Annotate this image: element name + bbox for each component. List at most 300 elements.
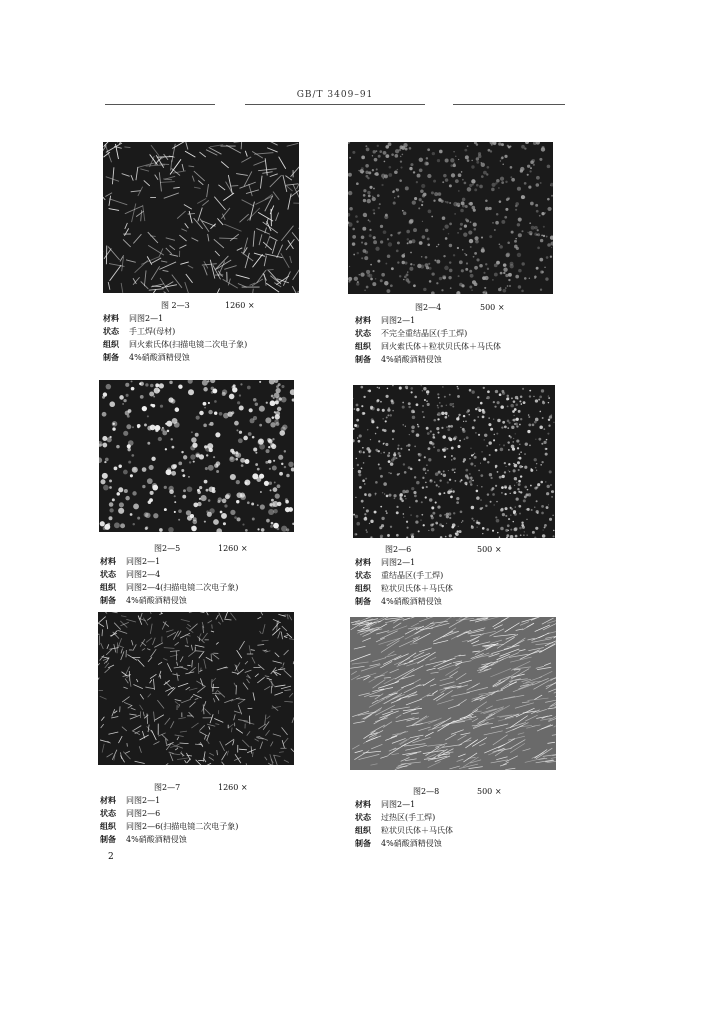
texture-mark <box>467 684 479 690</box>
texture-mark <box>463 458 466 461</box>
texture-mark <box>456 291 460 294</box>
texture-mark <box>417 652 435 663</box>
texture-mark <box>412 533 414 535</box>
texture-mark <box>406 490 409 493</box>
texture-mark <box>274 755 278 765</box>
micrograph-texture <box>350 617 556 770</box>
texture-mark <box>234 421 239 426</box>
texture-mark <box>257 504 259 506</box>
texture-mark <box>545 481 547 483</box>
texture-mark <box>216 465 218 467</box>
texture-mark <box>496 213 499 216</box>
texture-mark <box>464 225 467 228</box>
texture-mark <box>431 216 433 218</box>
texture-mark <box>256 228 270 234</box>
texture-mark <box>399 275 401 277</box>
texture-mark <box>383 151 387 155</box>
texture-mark <box>495 485 497 487</box>
texture-mark <box>364 242 367 245</box>
texture-mark <box>421 501 423 503</box>
texture-mark <box>410 514 411 515</box>
texture-mark <box>393 494 396 497</box>
texture-mark <box>170 254 178 256</box>
texture-mark <box>540 270 543 273</box>
texture-mark <box>488 149 491 152</box>
texture-mark <box>440 677 453 681</box>
texture-mark <box>507 241 510 244</box>
texture-mark <box>482 412 483 413</box>
texture-mark <box>186 274 193 283</box>
texture-mark <box>354 646 366 649</box>
texture-mark <box>123 399 126 402</box>
texture-mark <box>476 490 479 493</box>
texture-mark <box>507 285 509 287</box>
texture-mark <box>213 456 215 458</box>
texture-mark <box>392 385 393 386</box>
texture-mark <box>461 522 462 523</box>
texture-mark <box>430 480 431 481</box>
texture-mark <box>427 148 430 151</box>
texture-mark <box>434 192 438 196</box>
texture-mark <box>415 500 418 503</box>
texture-mark <box>365 164 369 168</box>
texture-mark <box>518 285 521 288</box>
texture-mark <box>380 279 383 282</box>
texture-mark <box>175 735 184 737</box>
texture-mark <box>378 617 396 622</box>
texture-mark <box>140 395 144 399</box>
texture-mark <box>421 514 423 516</box>
texture-mark <box>472 651 479 652</box>
texture-mark <box>548 397 550 399</box>
texture-mark <box>504 216 507 219</box>
texture-mark <box>457 232 458 233</box>
texture-mark <box>410 643 418 644</box>
texture-mark <box>192 176 194 182</box>
texture-mark <box>218 497 222 501</box>
texture-mark <box>102 629 103 636</box>
texture-mark <box>535 750 548 759</box>
texture-mark <box>290 256 292 263</box>
texture-mark <box>442 386 443 387</box>
texture-mark <box>380 506 382 508</box>
texture-mark <box>398 445 400 447</box>
texture-mark <box>236 275 250 279</box>
texture-mark <box>423 288 426 291</box>
texture-mark <box>430 514 433 517</box>
texture-mark <box>403 463 405 465</box>
texture-mark <box>363 199 366 202</box>
texture-mark <box>458 735 467 740</box>
texture-mark <box>369 220 371 222</box>
caption-row: 状态 手工焊(母材) <box>103 326 176 336</box>
texture-mark <box>458 416 460 418</box>
texture-mark <box>427 174 431 178</box>
texture-mark <box>186 142 188 150</box>
texture-mark <box>434 259 436 261</box>
texture-mark <box>442 720 461 726</box>
texture-mark <box>384 215 388 219</box>
texture-mark <box>358 440 361 443</box>
texture-mark <box>381 174 385 178</box>
texture-mark <box>196 681 205 687</box>
texture-mark <box>223 193 234 201</box>
texture-mark <box>401 254 405 258</box>
texture-mark <box>389 166 392 169</box>
texture-mark <box>456 417 459 420</box>
texture-mark <box>99 441 103 447</box>
texture-mark <box>151 730 156 740</box>
texture-mark <box>364 256 368 260</box>
texture-mark <box>487 166 490 169</box>
texture-mark <box>103 186 105 200</box>
texture-mark <box>510 535 514 538</box>
texture-mark <box>469 184 472 187</box>
texture-mark <box>219 613 223 622</box>
texture-mark <box>257 528 259 530</box>
texture-mark <box>130 715 140 719</box>
texture-mark <box>437 505 440 508</box>
texture-mark <box>410 252 412 254</box>
texture-mark <box>246 763 247 765</box>
texture-mark <box>230 613 236 620</box>
texture-mark <box>446 201 448 203</box>
texture-mark <box>501 617 521 621</box>
texture-mark <box>250 418 255 423</box>
texture-mark <box>378 207 380 209</box>
texture-mark <box>510 657 531 662</box>
texture-mark <box>133 468 136 471</box>
texture-mark <box>441 289 443 291</box>
texture-mark <box>386 495 389 498</box>
texture-mark <box>431 506 434 509</box>
texture-mark <box>426 427 429 430</box>
texture-mark <box>249 184 253 196</box>
texture-mark <box>462 198 466 202</box>
texture-mark <box>511 508 513 510</box>
texture-mark <box>508 146 511 149</box>
texture-mark <box>494 406 496 408</box>
texture-mark <box>376 168 378 170</box>
texture-mark <box>253 254 263 267</box>
texture-mark <box>288 507 293 512</box>
texture-mark <box>409 167 412 170</box>
texture-mark <box>536 666 544 668</box>
texture-mark <box>206 150 217 156</box>
texture-mark <box>445 201 447 203</box>
texture-mark <box>109 502 114 507</box>
texture-mark <box>409 507 410 508</box>
texture-mark <box>378 155 381 158</box>
texture-mark <box>527 535 528 536</box>
texture-mark <box>175 748 178 750</box>
texture-mark <box>376 427 378 429</box>
texture-mark <box>181 451 183 453</box>
texture-mark <box>528 414 530 416</box>
texture-mark <box>169 246 174 250</box>
texture-mark <box>191 526 197 532</box>
texture-mark <box>492 530 494 532</box>
caption-row: 状态 同图2—4 <box>100 569 161 579</box>
texture-mark <box>233 740 234 745</box>
texture-mark <box>109 401 115 407</box>
texture-mark <box>255 739 259 741</box>
texture-mark <box>522 196 525 199</box>
texture-mark <box>529 445 531 447</box>
texture-mark <box>479 264 483 268</box>
texture-mark <box>540 182 542 184</box>
texture-mark <box>249 645 251 654</box>
texture-mark <box>540 239 543 242</box>
texture-mark <box>361 405 363 407</box>
texture-mark <box>381 517 384 520</box>
texture-mark <box>474 456 477 459</box>
texture-mark <box>270 174 278 177</box>
texture-mark <box>423 524 425 526</box>
texture-mark <box>452 468 455 471</box>
texture-mark <box>173 631 178 640</box>
texture-mark <box>106 649 112 655</box>
texture-mark <box>148 657 152 662</box>
texture-mark <box>282 626 287 631</box>
texture-mark <box>390 234 392 236</box>
texture-mark <box>108 247 119 260</box>
texture-mark <box>407 238 409 240</box>
texture-mark <box>159 528 163 532</box>
texture-mark <box>209 487 215 493</box>
texture-mark <box>516 425 518 427</box>
texture-mark <box>470 448 471 449</box>
texture-mark <box>549 518 552 521</box>
texture-mark <box>445 158 449 162</box>
texture-mark <box>509 285 511 287</box>
texture-mark <box>543 235 545 237</box>
texture-mark <box>395 672 412 683</box>
texture-mark <box>247 501 250 504</box>
texture-mark <box>436 427 439 430</box>
texture-mark <box>391 707 410 710</box>
texture-mark <box>208 402 210 404</box>
texture-mark <box>180 743 189 744</box>
texture-mark <box>352 228 355 231</box>
texture-mark <box>405 148 408 151</box>
texture-mark <box>402 402 404 404</box>
texture-mark <box>507 420 510 423</box>
texture-mark <box>199 732 207 736</box>
texture-mark <box>289 615 292 620</box>
texture-mark <box>499 243 501 245</box>
texture-mark <box>140 169 149 171</box>
texture-mark <box>373 209 376 212</box>
texture-mark <box>530 167 532 169</box>
texture-mark <box>419 198 422 201</box>
texture-mark <box>471 518 473 520</box>
texture-mark <box>441 473 443 475</box>
texture-mark <box>553 422 554 423</box>
texture-mark <box>512 410 515 413</box>
texture-mark <box>486 528 489 531</box>
texture-mark <box>405 386 408 389</box>
texture-mark <box>104 661 106 663</box>
texture-mark <box>189 702 195 708</box>
texture-mark <box>273 661 282 663</box>
texture-mark <box>387 626 407 633</box>
texture-mark <box>186 510 191 515</box>
texture-mark <box>458 754 465 757</box>
texture-mark <box>392 438 394 440</box>
texture-mark <box>479 743 485 746</box>
texture-mark <box>243 436 248 441</box>
texture-mark <box>520 622 529 626</box>
texture-mark <box>439 514 442 517</box>
texture-mark <box>277 407 282 412</box>
texture-mark <box>496 696 515 700</box>
texture-mark <box>403 211 407 215</box>
texture-mark <box>491 477 493 479</box>
texture-mark <box>353 468 354 469</box>
texture-mark <box>101 643 104 649</box>
texture-mark <box>198 180 203 184</box>
texture-mark <box>369 229 371 231</box>
texture-mark <box>356 458 357 459</box>
texture-mark <box>445 237 448 240</box>
texture-mark <box>480 474 483 477</box>
texture-mark <box>220 741 225 751</box>
texture-mark <box>530 160 534 164</box>
texture-mark <box>378 463 380 465</box>
texture-mark <box>204 407 206 409</box>
texture-mark <box>122 697 129 702</box>
texture-mark <box>281 427 286 432</box>
texture-mark <box>399 179 402 182</box>
texture-mark <box>431 528 435 532</box>
texture-mark <box>384 281 388 285</box>
texture-mark <box>496 519 500 523</box>
texture-mark <box>548 402 549 403</box>
texture-mark <box>536 500 538 502</box>
texture-mark <box>377 194 380 197</box>
texture-mark <box>422 477 424 479</box>
texture-mark <box>363 412 365 414</box>
texture-mark <box>144 512 149 517</box>
texture-mark <box>255 403 258 406</box>
texture-mark <box>480 402 483 405</box>
texture-mark <box>146 638 152 643</box>
texture-mark <box>435 502 437 504</box>
texture-mark <box>212 693 220 694</box>
texture-mark <box>375 449 378 452</box>
figure-magnification: 1260 × <box>225 301 255 310</box>
texture-mark <box>190 624 198 631</box>
texture-mark <box>287 143 299 146</box>
texture-mark <box>386 395 389 398</box>
texture-mark <box>453 163 455 165</box>
texture-mark <box>541 505 544 508</box>
texture-mark <box>448 415 449 416</box>
texture-mark <box>464 438 466 440</box>
texture-mark <box>470 483 473 486</box>
texture-mark <box>452 490 455 493</box>
texture-mark <box>252 436 255 439</box>
texture-mark <box>470 246 472 248</box>
texture-mark <box>380 240 383 243</box>
texture-mark <box>147 714 148 724</box>
texture-mark <box>416 481 420 485</box>
texture-mark <box>254 153 273 155</box>
texture-mark <box>546 506 549 509</box>
texture-mark <box>209 726 210 729</box>
texture-mark <box>449 766 459 769</box>
texture-mark <box>408 402 411 405</box>
texture-mark <box>469 285 472 288</box>
texture-mark <box>381 640 399 652</box>
texture-mark <box>391 753 399 754</box>
texture-mark <box>547 433 549 435</box>
texture-mark <box>510 264 514 268</box>
texture-mark <box>530 468 532 470</box>
texture-mark <box>489 629 504 636</box>
texture-mark <box>548 419 550 421</box>
texture-mark <box>469 480 472 483</box>
texture-mark <box>164 508 167 511</box>
texture-mark <box>100 479 105 484</box>
texture-mark <box>257 677 264 683</box>
texture-mark <box>437 405 439 407</box>
micrograph-texture <box>98 612 294 765</box>
texture-mark <box>432 434 434 436</box>
texture-mark <box>185 223 189 228</box>
texture-mark <box>458 699 467 705</box>
texture-mark <box>416 181 418 183</box>
texture-mark <box>506 756 518 762</box>
texture-mark <box>517 461 520 464</box>
texture-mark <box>361 500 364 503</box>
texture-mark <box>270 237 278 241</box>
texture-mark <box>364 617 384 627</box>
caption-row: 组织 粒状贝氏体＋马氏体 <box>355 825 453 835</box>
texture-mark <box>138 659 145 666</box>
texture-mark <box>208 620 212 623</box>
texture-mark <box>366 270 370 274</box>
texture-mark <box>213 698 215 702</box>
texture-mark <box>486 706 492 709</box>
texture-mark <box>204 701 206 706</box>
texture-mark <box>474 188 477 191</box>
texture-mark <box>457 247 459 249</box>
texture-mark <box>125 751 130 753</box>
texture-mark <box>235 458 238 461</box>
texture-mark <box>286 474 290 478</box>
texture-mark <box>456 497 459 500</box>
texture-mark <box>200 219 209 232</box>
texture-mark <box>150 491 154 495</box>
texture-mark <box>529 222 531 224</box>
texture-mark <box>109 436 111 438</box>
texture-mark <box>520 451 522 453</box>
texture-mark <box>403 513 405 515</box>
texture-mark <box>144 270 146 286</box>
texture-mark <box>517 447 519 449</box>
texture-mark <box>236 500 239 503</box>
texture-mark <box>371 418 374 421</box>
texture-mark <box>448 470 449 471</box>
texture-mark <box>495 390 498 393</box>
texture-mark <box>505 466 506 467</box>
texture-mark <box>273 460 275 462</box>
texture-mark <box>405 426 406 427</box>
texture-mark <box>352 242 355 245</box>
texture-mark <box>221 161 229 167</box>
